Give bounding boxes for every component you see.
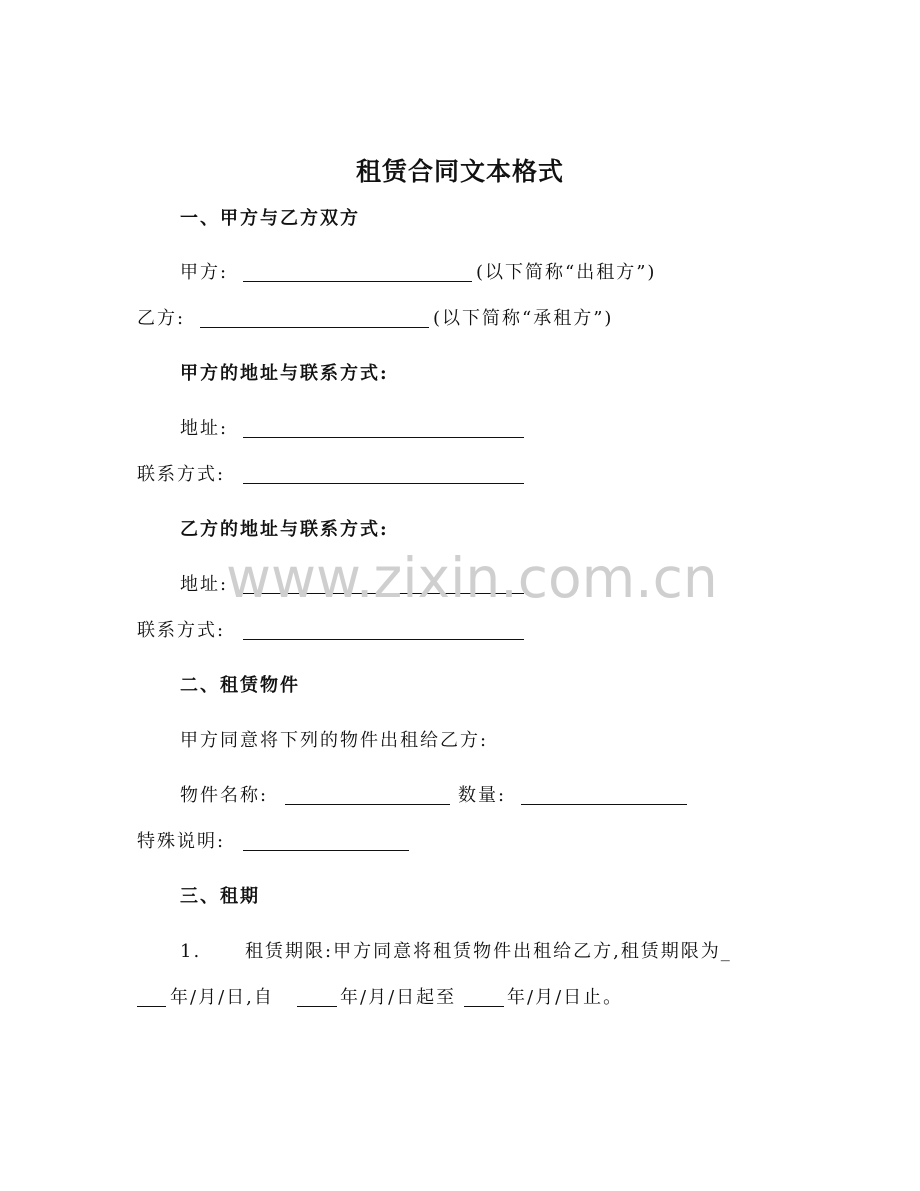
party-b-note: (以下简称“承租方”) [433,308,614,329]
party-b-address-label: 地址: [180,574,229,595]
party-b-contact-label: 联系方式: [137,620,226,641]
term-start-blank[interactable] [297,1006,337,1007]
watermark: www.zixin.com.cn [226,546,718,610]
term-item-text-line2-c: 年/月/日止。 [507,987,624,1008]
section2-intro: 甲方同意将下列的物件出租给乙方: [180,730,489,751]
term-item-text-line1: 租赁期限:甲方同意将租赁物件出租给乙方,租赁期限为_ [245,941,732,962]
document-title: 租赁合同文本格式 [355,157,564,186]
section1-heading: 一、甲方与乙方双方 [180,208,360,229]
party-a-contact-heading: 甲方的地址与联系方式: [180,363,389,384]
special-blank[interactable] [243,850,409,851]
special-label: 特殊说明: [137,831,226,852]
term-item-text-line2-a: 年/月/日,自 [170,987,274,1008]
party-a-blank[interactable] [243,281,472,282]
party-a-note: (以下简称“出租方”) [476,262,657,283]
party-b-contact-blank[interactable] [243,639,524,640]
party-a-contact-blank[interactable] [243,483,524,484]
item-name-label: 物件名称: [180,785,269,806]
party-b-label: 乙方: [137,308,186,329]
party-a-address-label: 地址: [180,418,229,439]
party-b-blank[interactable] [200,327,429,328]
section3-heading: 三、租期 [180,886,260,907]
party-a-address-blank[interactable] [243,437,524,438]
section2-heading: 二、租赁物件 [180,675,300,696]
term-end-blank[interactable] [464,1006,504,1007]
term-item-text-line2-b: 年/月/日起至 [340,987,457,1008]
party-a-label: 甲方: [180,262,229,283]
quantity-label: 数量: [458,785,507,806]
party-b-contact-heading: 乙方的地址与联系方式: [180,519,389,540]
term-item-number: 1. [180,941,202,962]
party-a-contact-label: 联系方式: [137,464,226,485]
term-years-blank[interactable] [137,1006,166,1007]
item-name-blank[interactable] [285,804,450,805]
quantity-blank[interactable] [521,804,687,805]
